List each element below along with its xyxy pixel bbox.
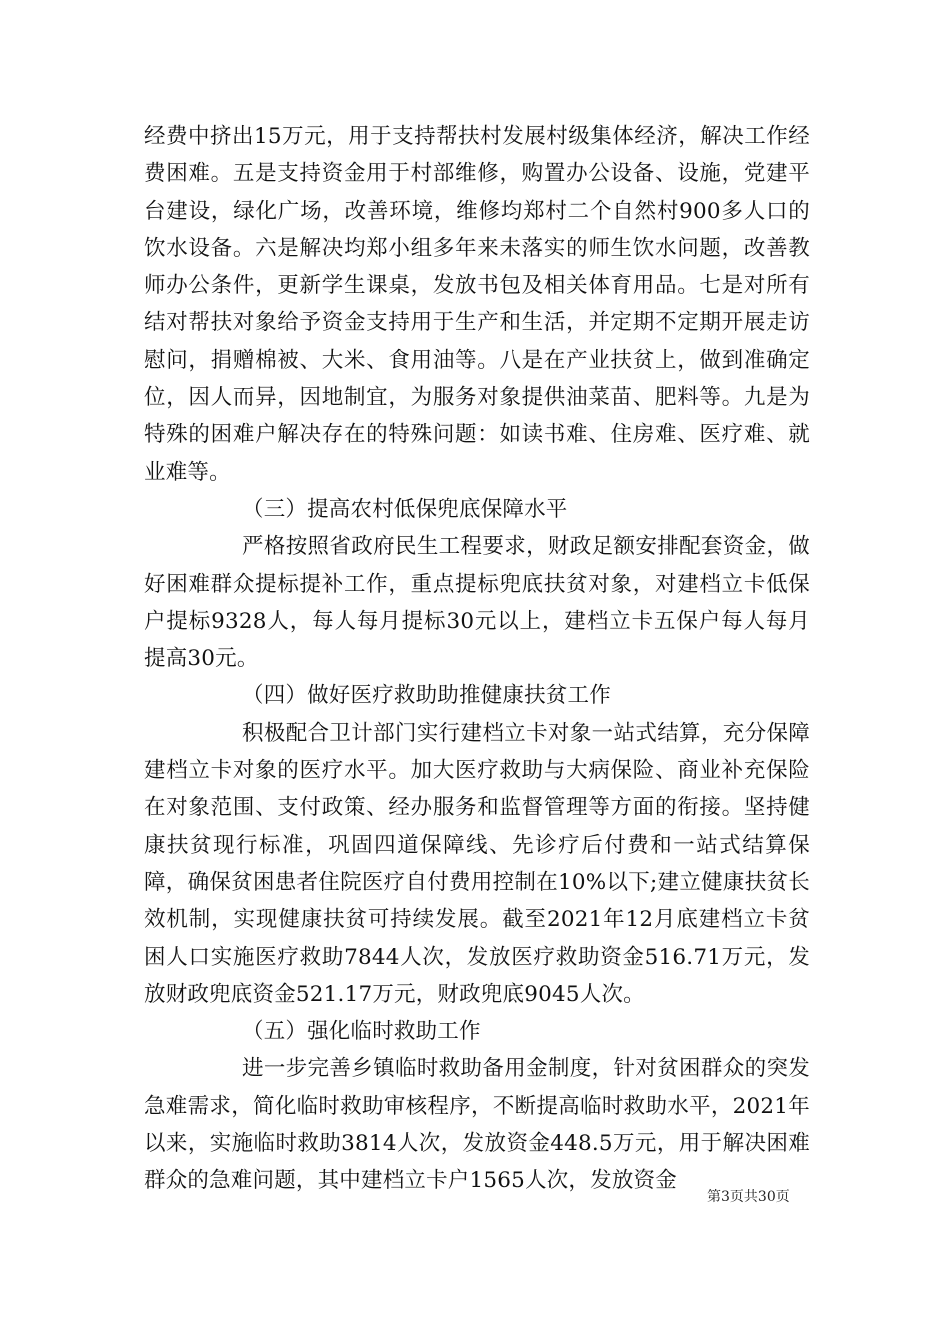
- paragraph-support-measures: 经费中挤出15万元，用于支持帮扶村发展村级集体经济，解决工作经费困难。五是支持资金用于村部维修，购置办公设备、设施，党建平台建设，绿化广场，改善环境，维修均郑村二个自然村900多人口的饮水设备。六是解决均郑小组多年来未落实的师生饮水问题，改善教师办公条件，更新学生课桌，发放书包及相关体育用品。七是对所有结对帮扶对象给予资金支持用于生产和生活，并定期不定期开展走访慰问，捐赠棉被、大米、食用油等。八是在产业扶贫上，做到准确定位，因人而异，因地制宜，为服务对象提供油菜苗、肥料等。九是为特殊的困难户解决存在的特殊问题：如读书难、住房难、医疗难、就业难等。: [144, 124, 810, 485]
- document-body: [144, 118, 810, 1200]
- paragraph-temporary-assistance: 进一步完善乡镇临时救助备用金制度，针对贫困群众的突发急难需求，简化临时救助审核程序，不断提高临时救助水平，2021年以来，实施临时救助3814人次，发放资金448.5万元，用于解决困难群众的急难问题，其中建档立卡户1565人次，发放资金: [144, 1056, 810, 1194]
- page-number: 第3页共30页: [707, 1189, 790, 1205]
- paragraph-low-income-security: 严格按照省政府民生工程要求，财政足额安排配套资金，做好困难群众提标提补工作，重点提标兜底扶贫对象，对建档立卡低保户提标9328人，每人每月提标30元以上，建档立卡五保户每人每月提高30元。: [144, 534, 810, 672]
- section-heading-3: （三）提高农村低保兜底保障水平: [242, 496, 568, 522]
- section-heading-5: （五）强化临时救助工作: [242, 1019, 481, 1045]
- section-heading-4: （四）做好医疗救助助推健康扶贫工作: [242, 683, 611, 709]
- paragraph-medical-assistance: 积极配合卫计部门实行建档立卡对象一站式结算，充分保障建档立卡对象的医疗水平。加大医疗救助与大病保险、商业补充保险在对象范围、支付政策、经办服务和监督管理等方面的衔接。坚持健康扶贫现行标准，巩固四道保障线、先诊疗后付费和一站式结算保障，确保贫困患者住院医疗自付费用控制在10%以下;建立健康扶贫长效机制，实现健康扶贫可持续发展。截至2021年12月底建档立卡贫困人口实施医疗救助7844人次，发放医疗救助资金516.71万元，发放财政兜底资金521.17万元，财政兜底9045人次。: [144, 720, 810, 1007]
